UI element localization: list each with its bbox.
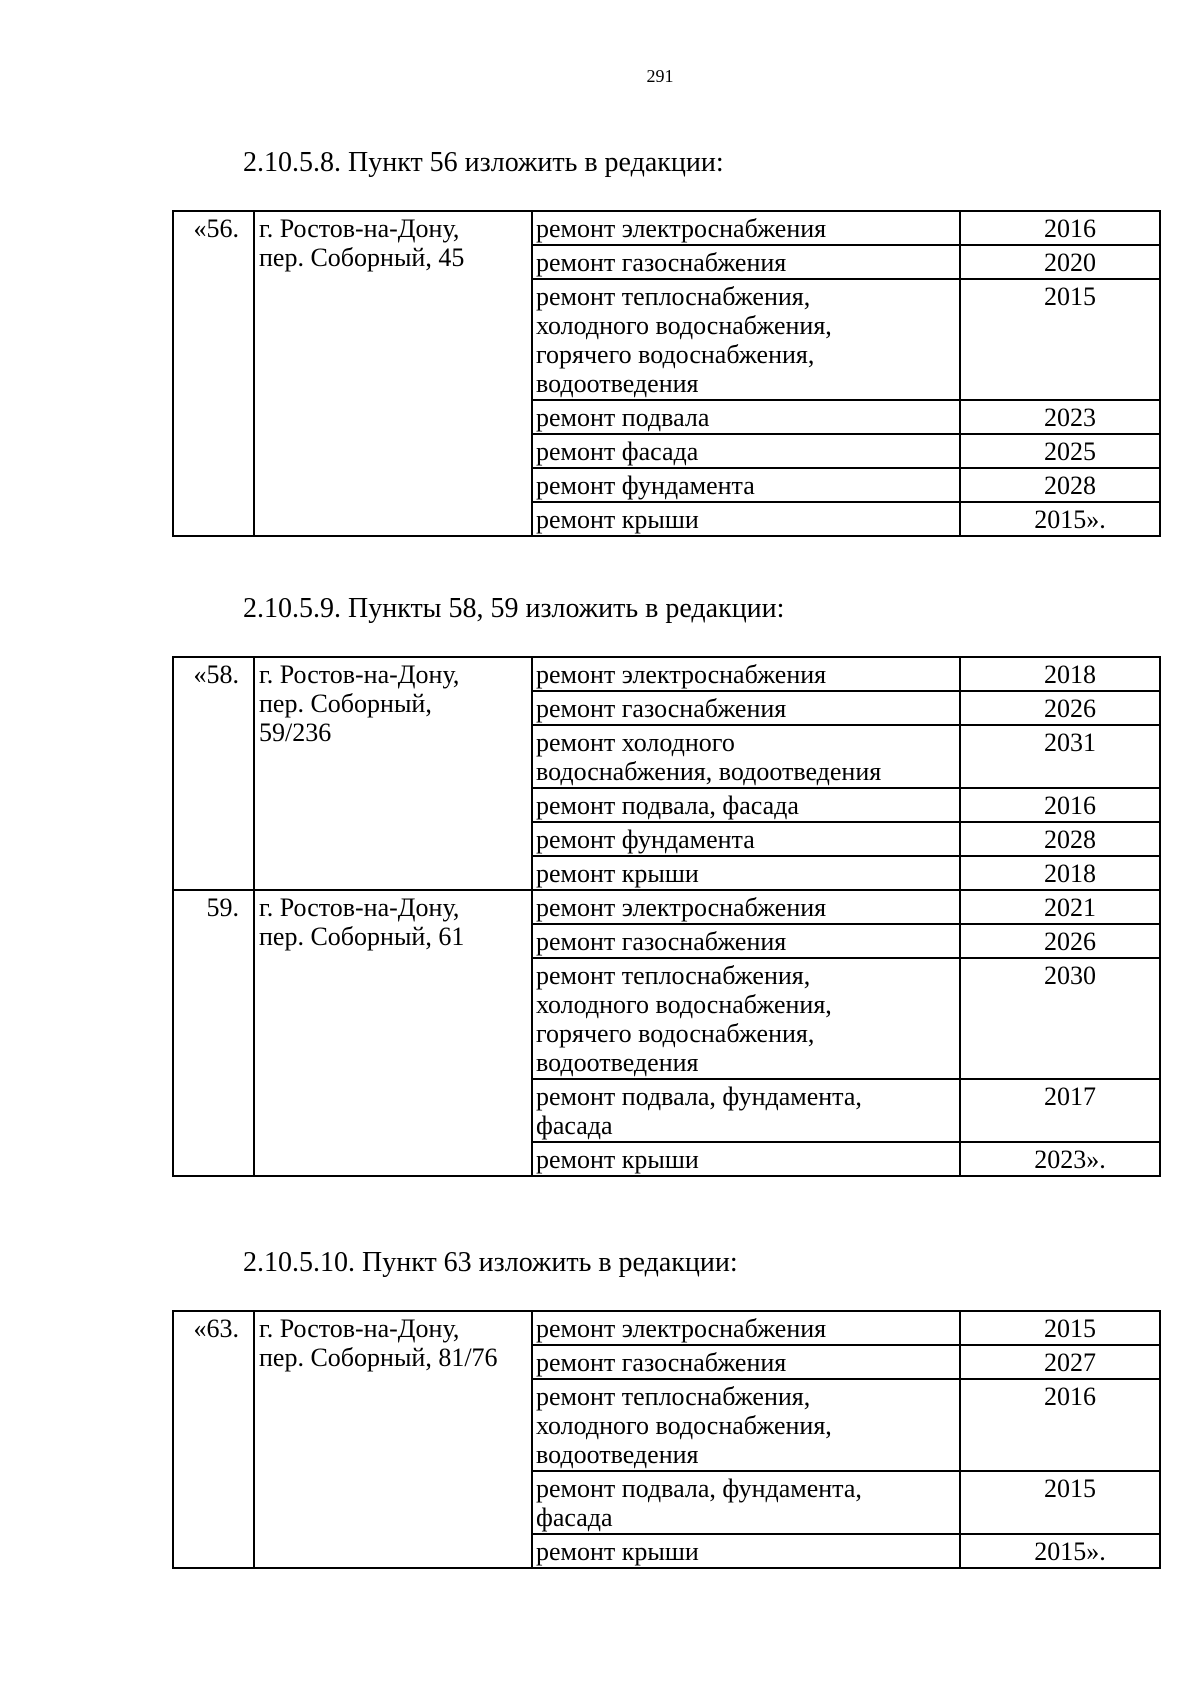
year-cell: 2016 — [960, 1379, 1160, 1471]
year-cell: 2015». — [960, 502, 1160, 536]
year-cell: 2021 — [960, 890, 1160, 924]
work-type-line: ремонт газоснабжения — [536, 248, 787, 277]
address-cell — [254, 657, 532, 890]
work-type-line: ремонт теплоснабжения, — [536, 1382, 811, 1411]
work-type-line: ремонт фундамента — [536, 825, 755, 854]
work-type-line: ремонт электроснабжения — [536, 214, 827, 243]
work-type-cell — [532, 725, 960, 788]
work-type-line: ремонт фундамента — [536, 471, 755, 500]
work-type-line: горячего водоснабжения, — [536, 1019, 815, 1048]
year-cell: 2030 — [960, 958, 1160, 1079]
work-type-cell — [532, 1142, 960, 1176]
work-type-cell — [532, 924, 960, 958]
table-row — [173, 657, 1160, 691]
work-type-line: водоотведения — [536, 1440, 699, 1469]
year-cell: 2020 — [960, 245, 1160, 279]
section-heading: 2.10.5.9. Пункты 58, 59 изложить в редакции: — [243, 593, 785, 624]
work-type-line: ремонт крыши — [536, 1537, 699, 1566]
work-type-line: фасада — [536, 1111, 613, 1140]
year-cell: 2028 — [960, 468, 1160, 502]
address-cell — [254, 1311, 532, 1568]
work-type-line: ремонт электроснабжения — [536, 660, 827, 689]
work-type-line: ремонт теплоснабжения, — [536, 961, 811, 990]
work-type-line: ремонт подвала — [536, 403, 710, 432]
work-type-cell — [532, 958, 960, 1079]
address-cell — [254, 211, 532, 536]
work-type-cell — [532, 657, 960, 691]
item-number: «63. — [173, 1311, 254, 1568]
work-type-cell — [532, 1311, 960, 1345]
work-type-line: ремонт газоснабжения — [536, 1348, 787, 1377]
work-type-cell — [532, 1345, 960, 1379]
work-type-cell — [532, 400, 960, 434]
year-cell: 2027 — [960, 1345, 1160, 1379]
work-type-line: ремонт крыши — [536, 859, 699, 888]
address-line: пер. Соборный, — [259, 689, 432, 718]
year-cell: 2026 — [960, 924, 1160, 958]
year-cell: 2018 — [960, 856, 1160, 890]
year-cell: 2018 — [960, 657, 1160, 691]
item-number: 59. — [173, 890, 254, 1176]
work-type-cell — [532, 502, 960, 536]
year-cell: 2015 — [960, 1471, 1160, 1534]
year-cell: 2025 — [960, 434, 1160, 468]
year-cell: 2015». — [960, 1534, 1160, 1568]
amendment-table — [172, 1310, 1161, 1569]
work-type-line: водоснабжения, водоотведения — [536, 757, 882, 786]
work-type-line: ремонт крыши — [536, 505, 699, 534]
work-type-cell — [532, 691, 960, 725]
work-type-line: ремонт газоснабжения — [536, 927, 787, 956]
work-type-line: холодного водоснабжения, — [536, 311, 832, 340]
address-line: г. Ростов-на-Дону, — [259, 660, 460, 689]
work-type-cell — [532, 468, 960, 502]
address-line: г. Ростов-на-Дону, — [259, 893, 460, 922]
work-type-line: горячего водоснабжения, — [536, 340, 815, 369]
address-line: пер. Соборный, 61 — [259, 922, 465, 951]
year-cell: 2016 — [960, 788, 1160, 822]
year-cell: 2017 — [960, 1079, 1160, 1142]
address-line: г. Ростов-на-Дону, — [259, 1314, 460, 1343]
work-type-line: водоотведения — [536, 369, 699, 398]
work-type-cell — [532, 1534, 960, 1568]
work-type-line: ремонт подвала, фасада — [536, 791, 799, 820]
work-type-line: ремонт подвала, фундамента, — [536, 1082, 862, 1111]
work-type-cell — [532, 822, 960, 856]
year-cell: 2015 — [960, 1311, 1160, 1345]
work-type-line: ремонт фасада — [536, 437, 699, 466]
year-cell: 2028 — [960, 822, 1160, 856]
amendment-table — [172, 210, 1161, 537]
work-type-line: ремонт электроснабжения — [536, 1314, 827, 1343]
work-type-cell — [532, 279, 960, 400]
table-row — [173, 211, 1160, 245]
year-cell: 2016 — [960, 211, 1160, 245]
section-heading: 2.10.5.8. Пункт 56 изложить в редакции: — [243, 147, 724, 178]
year-cell: 2015 — [960, 279, 1160, 400]
address-line: г. Ростов-на-Дону, — [259, 214, 460, 243]
work-type-cell — [532, 890, 960, 924]
work-type-cell — [532, 856, 960, 890]
work-type-line: холодного водоснабжения, — [536, 990, 832, 1019]
work-type-cell — [532, 1471, 960, 1534]
table-row — [173, 890, 1160, 924]
address-line: 59/236 — [259, 718, 332, 747]
year-cell: 2023 — [960, 400, 1160, 434]
work-type-cell — [532, 245, 960, 279]
section-heading: 2.10.5.10. Пункт 63 изложить в редакции: — [243, 1247, 738, 1278]
amendment-table — [172, 656, 1161, 1177]
address-line: пер. Соборный, 45 — [259, 243, 465, 272]
work-type-line: ремонт электроснабжения — [536, 893, 827, 922]
table-row — [173, 1311, 1160, 1345]
work-type-line: ремонт подвала, фундамента, — [536, 1474, 862, 1503]
work-type-line: ремонт холодного — [536, 728, 735, 757]
page-number: 291 — [646, 66, 674, 86]
work-type-line: холодного водоснабжения, — [536, 1411, 832, 1440]
work-type-line: ремонт крыши — [536, 1145, 699, 1174]
year-cell: 2023». — [960, 1142, 1160, 1176]
work-type-line: фасада — [536, 1503, 613, 1532]
work-type-line: ремонт газоснабжения — [536, 694, 787, 723]
address-cell — [254, 890, 532, 1176]
item-number: «56. — [173, 211, 254, 536]
work-type-cell — [532, 1379, 960, 1471]
work-type-cell — [532, 788, 960, 822]
item-number: «58. — [173, 657, 254, 890]
year-cell: 2026 — [960, 691, 1160, 725]
work-type-cell — [532, 434, 960, 468]
work-type-line: ремонт теплоснабжения, — [536, 282, 811, 311]
address-line: пер. Соборный, 81/76 — [259, 1343, 498, 1372]
work-type-line: водоотведения — [536, 1048, 699, 1077]
work-type-cell — [532, 1079, 960, 1142]
year-cell: 2031 — [960, 725, 1160, 788]
work-type-cell — [532, 211, 960, 245]
